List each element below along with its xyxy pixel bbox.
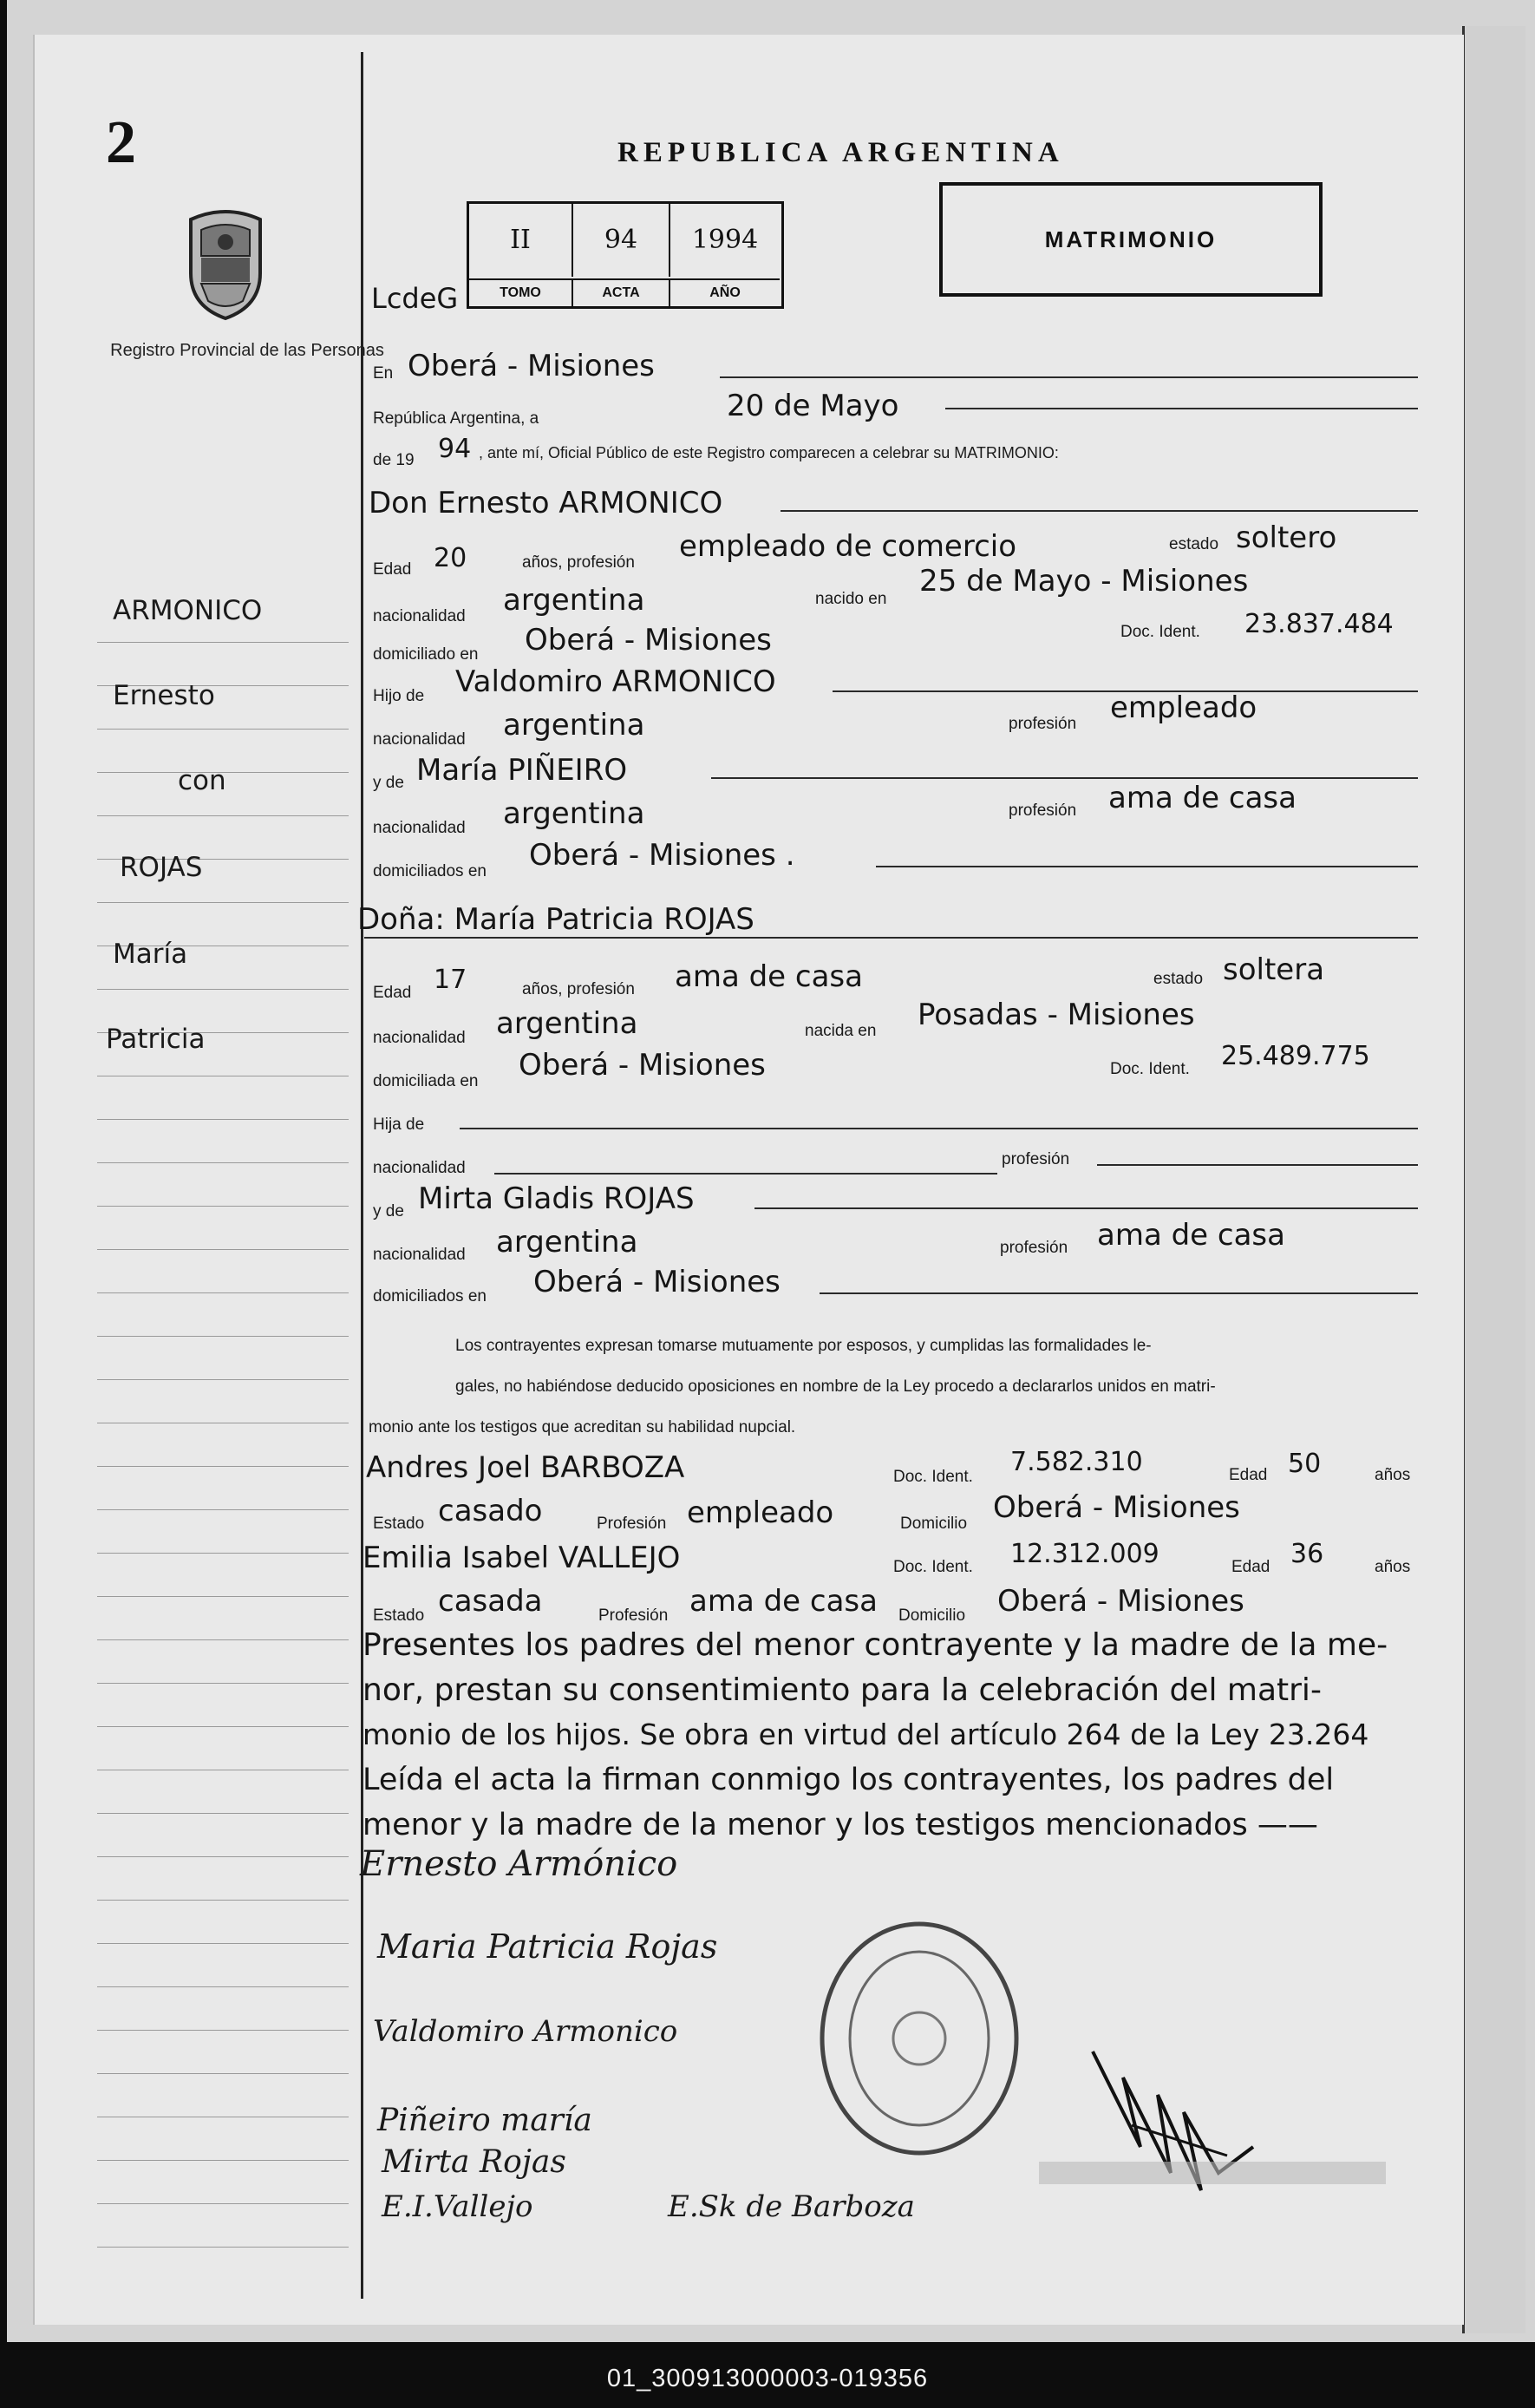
notes-line: nor, prestan su consentimiento para la celebración del matri- (363, 1672, 1322, 1708)
witness1-doc: 7.582.310 (1010, 1447, 1143, 1477)
groom-nacionalidad-label: nacionalidad (373, 607, 466, 625)
witness1-profesion: empleado (687, 1495, 834, 1530)
republica-label: República Argentina, a (373, 409, 539, 428)
bride-padres-dom: Oberá - Misiones (533, 1265, 781, 1299)
signature-witness2: E.I.Vallejo (382, 2189, 533, 2224)
declaration-text (369, 1325, 1428, 1448)
tomo-value: II (469, 204, 573, 277)
groom-profesion: empleado de comercio (679, 529, 1017, 564)
groom-padre: Valdomiro ARMONICO (455, 664, 776, 699)
signature-bride: Maria Patricia Rojas (377, 1927, 718, 1966)
witness2-doc: 12.312.009 (1010, 1539, 1159, 1569)
ano-label: AÑO (670, 278, 780, 306)
signature-mother-groom: Piñeiro maría (377, 2103, 592, 2138)
official-stamp-icon (815, 1917, 1023, 2160)
coat-of-arms-icon (173, 204, 278, 321)
bride-name: Doña: María Patricia ROJAS (357, 902, 754, 937)
margin-name-bride-2: Patricia (106, 1024, 206, 1055)
intro-clause: , ante mí, Oficial Público de este Registro comparecen a celebrar su MATRIMONIO: (479, 444, 1059, 461)
bride-madre: Mirta Gladis ROJAS (418, 1181, 695, 1216)
rule (720, 376, 1418, 378)
groom-padre-prof: empleado (1110, 690, 1257, 725)
bride-nacida-label: nacida en (805, 1022, 877, 1040)
groom-edad: 20 (434, 543, 467, 573)
declaration-line: Los contrayentes expresan tomarse mutuamente por esposos, y cumplidas las formalidades le- (455, 1337, 1152, 1355)
witness1-profesion-label: Profesión (597, 1515, 667, 1533)
groom-padres-dom-label: domiciliados en (373, 862, 487, 880)
witness2-profesion-label: Profesión (598, 1606, 669, 1625)
bride-domiciliada-label: domiciliada en (373, 1072, 479, 1090)
witness2-anos: años (1375, 1558, 1411, 1576)
groom-madre-prof: ama de casa (1108, 781, 1297, 815)
groom-anos-profesion-label: años, profesión (522, 553, 635, 572)
intro-year: 94 (438, 434, 472, 464)
rule (754, 1207, 1418, 1209)
en-label: En (373, 364, 394, 383)
groom-nacido: 25 de Mayo - Misiones (919, 564, 1249, 599)
bride-anos-profesion-label: años, profesión (522, 980, 635, 998)
bride-nacionalidad-label: nacionalidad (373, 1029, 466, 1047)
margin-con: con (178, 765, 226, 796)
declaration-line: monio ante los testigos que acreditan su habilidad nupcial. (369, 1418, 796, 1436)
witness1-estado-label: Estado (373, 1515, 425, 1533)
bride-profesion: ama de casa (675, 959, 863, 994)
witness2-edad: 36 (1290, 1539, 1324, 1569)
bride-madre-nac: argentina (496, 1225, 638, 1260)
groom-madre-nac: argentina (503, 796, 645, 831)
bride-doc: 25.489.775 (1221, 1041, 1370, 1071)
notes-line: Leída el acta la firman conmigo los contrayentes, los padres del (363, 1763, 1335, 1797)
groom-domiciliado-label: domiciliado en (373, 645, 479, 664)
rule (781, 510, 1418, 512)
bride-madre-nac-label: nacionalidad (373, 1246, 466, 1264)
declaration-line: gales, no habiéndose deducido oposiciones en nombre de la Ley procedo a declararlos unidos en matri- (455, 1377, 1216, 1396)
groom-doc: 23.837.484 (1244, 609, 1394, 639)
groom-doc-label: Doc. Ident. (1120, 623, 1200, 641)
rule (460, 1128, 1418, 1129)
rule (364, 937, 1418, 939)
groom-nacido-label: nacido en (815, 590, 887, 608)
rule (945, 408, 1418, 409)
bride-edad: 17 (434, 965, 467, 995)
bride-estado: soltera (1223, 952, 1325, 987)
official-signature-icon (1088, 2043, 1262, 2216)
witness2-name: Emilia Isabel VALLEJO (363, 1541, 681, 1575)
witness1-estado: casado (438, 1494, 543, 1528)
witness2-edad-label: Edad (1231, 1558, 1270, 1576)
groom-nacionalidad: argentina (503, 583, 645, 618)
groom-estado: soltero (1236, 520, 1337, 555)
notes-line: menor y la madre de la menor y los testigos mencionados —— (363, 1808, 1318, 1842)
record-number-box (467, 201, 784, 309)
bride-estado-label: estado (1153, 970, 1204, 988)
groom-madre-nac-label: nacionalidad (373, 819, 466, 837)
signature-mother-bride: Mirta Rojas (382, 2144, 566, 2180)
margin-surname-groom: ARMONICO (113, 595, 263, 626)
margin-surname-bride: ROJAS (120, 852, 203, 883)
groom-madre-prof-label: profesión (1009, 802, 1077, 820)
groom-name: Don Ernesto ARMONICO (369, 486, 723, 520)
bride-madre-label: y de (373, 1202, 404, 1220)
witness1-edad: 50 (1288, 1449, 1322, 1479)
margin-name-groom: Ernesto (113, 680, 215, 711)
left-code: LcdeG (371, 282, 459, 315)
registry-label: Registro Provincial de las Personas (110, 341, 384, 360)
rule (711, 777, 1418, 779)
witness2-estado: casada (438, 1584, 543, 1619)
record-sheet (33, 35, 1464, 2325)
bride-nacida: Posadas - Misiones (918, 998, 1195, 1032)
country-title: REPUBLICA ARGENTINA (617, 137, 1064, 168)
groom-padres-dom: Oberá - Misiones . (529, 838, 795, 873)
groom-hijo-label: Hijo de (373, 687, 425, 705)
bride-padre-prof-label: profesión (1002, 1150, 1070, 1168)
witness1-domicilio: Oberá - Misiones (993, 1490, 1240, 1525)
witness1-edad-label: Edad (1229, 1466, 1268, 1484)
record-type-box: MATRIMONIO (939, 182, 1323, 297)
notes-line: Presentes los padres del menor contrayente y la madre de la me- (363, 1627, 1388, 1663)
witness2-domicilio-label: Domicilio (898, 1606, 966, 1625)
margin-divider (361, 52, 363, 2299)
de-label: de 19 (373, 451, 415, 469)
rule (820, 1292, 1418, 1294)
image-caption: 01_300913000003-019356 (606, 2365, 929, 2392)
witness2-profesion: ama de casa (689, 1584, 878, 1619)
witness1-anos: años (1375, 1466, 1411, 1484)
bride-padre-nac-label: nacionalidad (373, 1159, 466, 1177)
bride-edad-label: Edad (373, 984, 412, 1002)
ano-value: 1994 (691, 225, 759, 255)
signature-father-groom: Valdomiro Armonico (373, 2014, 678, 2049)
notes-line: monio de los hijos. Se obra en virtud del artículo 264 de la Ley 23.264 (363, 1718, 1369, 1751)
bride-madre-prof: ama de casa (1097, 1218, 1285, 1253)
rule (1097, 1164, 1418, 1166)
witness2-estado-label: Estado (373, 1606, 425, 1625)
witness2-domicilio: Oberá - Misiones (997, 1584, 1244, 1619)
bride-hija-label: Hija de (373, 1116, 425, 1134)
bride-doc-label: Doc. Ident. (1110, 1060, 1190, 1078)
witness1-domicilio-label: Domicilio (900, 1515, 968, 1533)
groom-madre-label: y de (373, 774, 404, 792)
intro-date: 20 de Mayo (727, 389, 899, 423)
bride-madre-prof-label: profesión (1000, 1239, 1068, 1257)
faded-stamp-line (1039, 2162, 1386, 2184)
witness2-doc-label: Doc. Ident. (893, 1558, 973, 1576)
bride-domicilio: Oberá - Misiones (519, 1048, 766, 1083)
groom-padre-nac: argentina (503, 708, 645, 743)
signature-groom: Ernesto Armónico (360, 1844, 678, 1884)
rule (494, 1173, 997, 1175)
tomo-label: TOMO (469, 278, 573, 306)
groom-edad-label: Edad (373, 560, 412, 579)
bride-nacionalidad: argentina (496, 1006, 638, 1041)
witness1-doc-label: Doc. Ident. (893, 1468, 973, 1486)
groom-madre: María PIÑEIRO (416, 753, 628, 788)
bride-padres-dom-label: domiciliados en (373, 1287, 487, 1305)
groom-padre-nac-label: nacionalidad (373, 730, 466, 749)
rule (876, 866, 1418, 867)
groom-padre-prof-label: profesión (1009, 715, 1077, 733)
acta-label: ACTA (573, 278, 670, 306)
margin-name-bride-1: María (113, 939, 188, 970)
witness1-name: Andres Joel BARBOZA (366, 1450, 685, 1485)
signature-witness1: E.Sk de Barboza (668, 2189, 915, 2224)
acta-value: 94 (573, 204, 670, 277)
page-number: 2 (106, 109, 136, 176)
page-edge (1462, 26, 1525, 2333)
groom-domicilio: Oberá - Misiones (525, 623, 772, 658)
groom-estado-label: estado (1169, 535, 1219, 553)
intro-place: Oberá - Misiones (408, 349, 655, 383)
